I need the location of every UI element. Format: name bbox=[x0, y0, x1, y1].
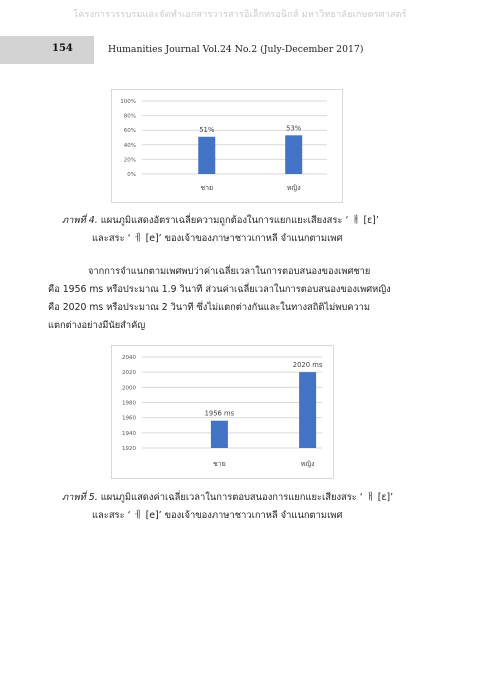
y-tick-label: 1960 bbox=[122, 415, 136, 422]
figure-4-chart bbox=[111, 89, 343, 203]
x-category-label: หญิง bbox=[300, 460, 315, 468]
data-label: 2020 ms bbox=[292, 361, 323, 370]
watermark-text: โครงการวรรบรมและจัดทำเอกสารวารสารอิเล็กทรอนิกส์ มหาวิทยาลัยเกษตรศาสตร์ bbox=[73, 10, 407, 20]
y-tick-label: 2040 bbox=[122, 355, 136, 361]
journal-title: Humanities Journal Vol.24 No.2 (July-December 2017) bbox=[108, 44, 364, 55]
figure-5-chart-svg bbox=[112, 346, 333, 478]
figure-4-chart-svg bbox=[112, 90, 342, 202]
y-tick-label: 100% bbox=[120, 99, 136, 105]
x-category-label: หญิง bbox=[286, 184, 301, 192]
page-number: 154 bbox=[52, 43, 73, 54]
running-header bbox=[0, 36, 480, 64]
y-tick-label: 20% bbox=[123, 157, 136, 164]
figure-4-caption-line-2: และสระ ‘ ㅔ [e]’ ของเจ้าของภาษาชาวเกาหลี จำแนกตามเพศ bbox=[92, 233, 343, 244]
bar bbox=[198, 137, 215, 174]
page-number-tab bbox=[0, 36, 94, 64]
y-tick-label: 80% bbox=[123, 113, 136, 120]
figure-5-lead: ภาพที่ 5. bbox=[62, 492, 98, 503]
y-tick-label: 2000 bbox=[122, 385, 136, 392]
paragraph-line-4: แตกต่างอย่างมีนัยสำคัญ bbox=[48, 320, 146, 331]
x-category-label: ชาย bbox=[200, 184, 214, 192]
y-tick-label: 1940 bbox=[122, 430, 136, 437]
y-tick-label: 2020 bbox=[122, 370, 136, 377]
body-paragraph bbox=[48, 263, 428, 335]
y-tick-label: 1920 bbox=[122, 446, 136, 452]
data-label: 51% bbox=[199, 125, 215, 134]
figure-5-caption bbox=[62, 489, 462, 525]
bar bbox=[211, 421, 228, 448]
bar bbox=[299, 372, 316, 448]
y-tick-label: 1980 bbox=[122, 400, 136, 407]
y-tick-label: 60% bbox=[123, 128, 136, 135]
figure-4-caption bbox=[62, 212, 462, 248]
paragraph-line-1: จากการจำแนกตามเพศพบว่าค่าเฉลี่ยเวลาในการตอบสนองของเพศชาย bbox=[88, 266, 371, 277]
data-label: 53% bbox=[286, 124, 302, 133]
paragraph-line-2: คือ 1956 ms หรือประมาณ 1.9 วินาที ส่วนค่าเฉลี่ยเวลาในการตอบสนองของเพศหญิง bbox=[48, 284, 391, 295]
y-tick-label: 40% bbox=[123, 142, 136, 149]
data-label: 1956 ms bbox=[204, 409, 235, 418]
bar bbox=[285, 135, 302, 174]
paragraph-line-3: คือ 2020 ms หรือประมาณ 2 วินาที ซึ่งไม่แตกต่างกันและในทางสถิติไม่พบความ bbox=[48, 302, 371, 313]
figure-5-caption-line-1: แผนภูมิแสดงค่าเฉลี่ยเวลาในการตอบสนองการแยกแยะเสียงสระ ‘ ㅐ [ɛ]’ bbox=[100, 492, 394, 503]
x-category-label: ชาย bbox=[213, 460, 226, 468]
figure-5-caption-line-2: และสระ ‘ ㅔ [e]’ ของเจ้าของภาษาชาวเกาหลี จำแนกตามเพศ bbox=[92, 510, 343, 521]
figure-4-caption-line-1: แผนภูมิแสดงอัตราเฉลี่ยความถูกต้องในการแยกแยะเสียงสระ ‘ ㅐ [ɛ]’ bbox=[100, 215, 379, 226]
figure-4-lead: ภาพที่ 4. bbox=[62, 215, 98, 226]
y-tick-label: 0% bbox=[127, 172, 136, 178]
figure-5-chart bbox=[111, 345, 334, 479]
